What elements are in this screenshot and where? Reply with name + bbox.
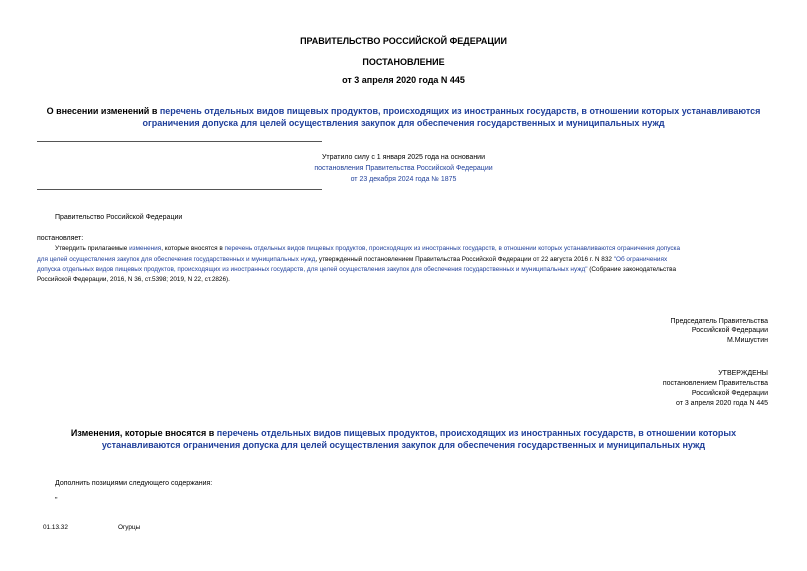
resolves-text: постановляет: bbox=[37, 235, 84, 242]
paragraph-line-2 bbox=[37, 256, 770, 263]
approved-line-3: Российской Федерации bbox=[691, 390, 768, 397]
document-title-line-1 bbox=[0, 106, 807, 116]
link-changes[interactable]: изменения bbox=[129, 245, 162, 252]
separator-bottom bbox=[37, 189, 322, 190]
approved-line-2: постановлением Правительства bbox=[662, 380, 768, 387]
document-title-line-2 bbox=[0, 118, 807, 128]
document-date-number: от 3 апреля 2020 года N 445 bbox=[342, 75, 465, 85]
status-note-line-1: Утратило силу с 1 января 2025 года на основании bbox=[321, 154, 486, 161]
link-list-continued[interactable]: для целей осуществления закупок для обеспечения государственных и муниципальных нужд bbox=[37, 256, 316, 263]
changes-title-line-1 bbox=[0, 428, 807, 438]
link-resolution-832-continued[interactable]: допуска отдельных видов пищевых продуктов, происходящих из иностранных государств, для целей осуществления закупок для обеспечения государственных и муниципальных нужд" bbox=[37, 266, 588, 273]
title-link-list[interactable]: перечень отдельных видов пищевых продуктов, происходящих из иностранных государств, в отношении которых устанавливаются bbox=[159, 106, 761, 116]
changes-title-link-continued[interactable]: устанавливаются ограничения допуска для целей осуществления закупок для обеспечения государственных и муниципальных нужд bbox=[101, 440, 706, 450]
changes-title-prefix: Изменения, которые вносятся в bbox=[70, 428, 217, 438]
signature-name: М.Мишустин bbox=[726, 337, 768, 344]
paragraph-line-4: Российской Федерации, 2016, N 36, ст.5398; 2019, N 22, ст.2826). bbox=[37, 276, 230, 283]
paragraph-text: , утвержденный постановлением Правительства Российской Федерации от 22 августа 2016 г. N 832 bbox=[315, 256, 614, 263]
approved-line-4: от 3 апреля 2020 года N 445 bbox=[675, 400, 768, 407]
changes-intro: Дополнить позициями следующего содержания: bbox=[55, 480, 213, 487]
status-note-line-3 bbox=[0, 176, 807, 183]
paragraph-line-1 bbox=[55, 245, 770, 252]
signature-role-2: Российской Федерации bbox=[691, 327, 768, 334]
document-type: ПОСТАНОВЛЕНИЕ bbox=[362, 57, 445, 67]
issuer-text: Правительство Российской Федерации bbox=[55, 214, 183, 221]
status-note-line-2 bbox=[0, 165, 807, 172]
approved-label: УТВЕРЖДЕНЫ bbox=[718, 370, 768, 377]
title-link-list-continued[interactable]: ограничения допуска для целей осуществления закупок для обеспечения государственных и муниципальных нужд bbox=[142, 118, 665, 128]
status-note-link-date[interactable]: от 23 декабря 2024 года № 1875 bbox=[350, 176, 457, 183]
government-heading: ПРАВИТЕЛЬСТВО РОССИЙСКОЙ ФЕДЕРАЦИИ bbox=[300, 36, 507, 46]
paragraph-line-3 bbox=[37, 266, 770, 273]
link-list[interactable]: перечень отдельных видов пищевых продуктов, происходящих из иностранных государств, в отношении которых устанавливаются ограничения допуска bbox=[224, 245, 681, 252]
paragraph-text: Утвердить прилагаемые bbox=[55, 245, 130, 252]
separator-top bbox=[37, 141, 322, 142]
paragraph-text: , которые вносятся в bbox=[161, 245, 225, 252]
status-note-link[interactable]: постановления Правительства Российской Федерации bbox=[314, 165, 493, 172]
position-name: Огурцы bbox=[118, 524, 141, 531]
title-prefix: О внесении изменений в bbox=[46, 106, 160, 116]
paragraph-text: (Собрание законодательства bbox=[587, 266, 677, 273]
position-code: 01.13.32 bbox=[43, 524, 68, 531]
quote-mark: " bbox=[55, 497, 58, 504]
link-resolution-832[interactable]: "Об ограничениях bbox=[613, 256, 668, 263]
changes-title-line-2 bbox=[0, 440, 807, 450]
changes-title-link[interactable]: перечень отдельных видов пищевых продуктов, происходящих из иностранных государств, в отношении которых bbox=[216, 428, 737, 438]
signature-role-1: Председатель Правительства bbox=[670, 318, 768, 325]
